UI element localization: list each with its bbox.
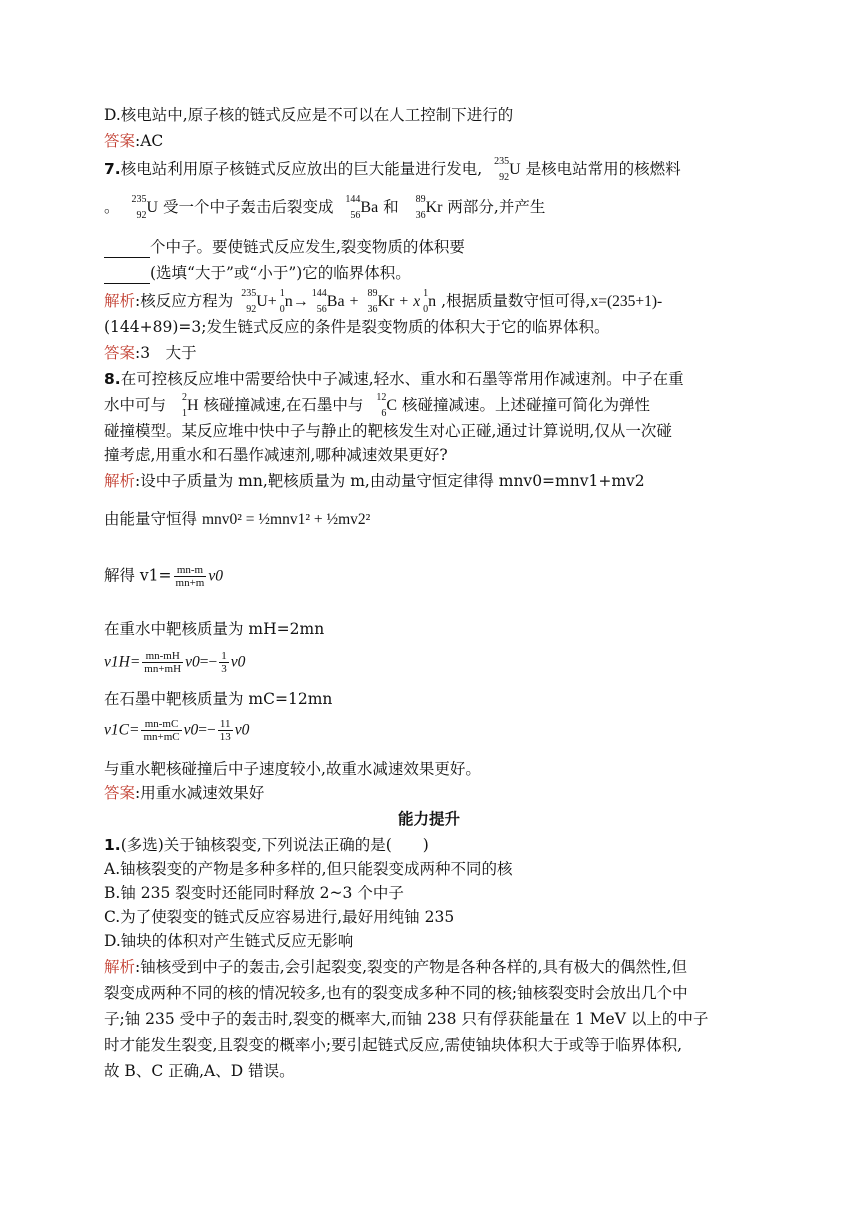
answer-label: 答案 [104, 132, 136, 150]
denominator: mn+mH [144, 663, 182, 675]
answer-label: 答案 [104, 344, 136, 362]
explanation-text: v1H= [104, 653, 141, 671]
atomic-number: 92 [499, 172, 510, 183]
atomic-number: 56 [316, 304, 327, 315]
v0-symbol: v0 [185, 653, 200, 671]
question-text: (多选)关于铀核裂变,下列说法正确的是( ) [120, 836, 429, 854]
heavy-water-mass-line [104, 618, 324, 640]
element-symbol: n [428, 293, 437, 310]
v1h-line [104, 650, 245, 675]
mass-number: 235 [494, 156, 510, 167]
equals-minus: =− [199, 653, 218, 671]
p1-explanation-line2: 裂变成两种不同的核的情况较多,也有的裂变成多种不同的核;铀核裂变时会放出几个中 [104, 984, 688, 1002]
question-text: 核碰撞减速,在石墨中与 [203, 396, 364, 414]
plus-sign: + [349, 293, 359, 310]
question-number: 1. [104, 836, 121, 854]
explanation-label: 解析 [104, 472, 136, 490]
element-symbol: n [284, 293, 293, 310]
fraction [219, 650, 229, 675]
uranium-isotope [124, 194, 147, 221]
element-symbol: U [146, 199, 159, 216]
p1-explanation-line3: 子;铀 235 受中子的轰击时,裂变的概率大,而铀 238 只有俘获能量在 1 MeV 以上的中子 [104, 1010, 709, 1028]
explanation-text: 在石墨中靶核质量为 mC=12mn [104, 690, 333, 708]
numerator: mn-mC [141, 718, 181, 731]
element-symbol: H [186, 397, 199, 414]
denominator: mn+m [175, 577, 205, 589]
p1-option-d: D.铀块的体积对产生链式反应无影响 [104, 932, 354, 950]
element-symbol: Kr [377, 293, 395, 310]
arrow: → [292, 293, 309, 310]
question-text: 在可控核反应堆中需要给快中子减速,轻水、重水和石墨等常用作减速剂。中子在重 [120, 370, 684, 388]
explanation-text: :核反应方程为 [135, 292, 234, 310]
explanation-text: ,根据质量数守恒可得, [441, 292, 591, 310]
numerator: mn-m [174, 564, 207, 577]
mass-number: 89 [367, 288, 378, 299]
explanation-text: 解得 v1= [104, 566, 172, 585]
plus-sign: + [267, 293, 277, 310]
option-text: D.核电站中,原子核的链式反应是不可以在人工控制下进行的 [104, 106, 514, 124]
denominator: 13 [219, 731, 231, 743]
answer-blank-2[interactable] [104, 267, 150, 284]
question-text: 两部分,并产生 [447, 198, 546, 216]
atomic-number: 36 [367, 304, 378, 315]
mass-number: 144 [345, 194, 361, 205]
v0-symbol: v0 [208, 567, 224, 585]
element-symbol: U [256, 293, 268, 310]
section-title: 能力提升 [397, 810, 460, 828]
question-number: 8. [104, 370, 121, 388]
mass-number: 235 [241, 288, 257, 299]
atomic-number: 0 [423, 304, 429, 315]
p1-explanation-line1 [104, 956, 687, 978]
answer-label: 答案 [104, 784, 136, 802]
atomic-number: 92 [246, 304, 257, 315]
question-text: 和 [383, 198, 399, 216]
graphite-mass-line [104, 688, 332, 710]
q8-conclusion [104, 758, 481, 780]
explanation-text: 与重水靶核碰撞后中子速度较小,故重水减速效果更好。 [104, 760, 481, 778]
deuterium-isotope [171, 392, 187, 419]
question-text: 撞考虑,用重水和石墨作减速剂,哪种减速效果更好? [104, 446, 448, 464]
explanation-label: 解析 [104, 292, 136, 310]
denominator: 3 [221, 663, 227, 675]
answer-value: :AC [135, 132, 164, 150]
plus-sign: + [399, 293, 409, 310]
p1-explanation-line5: 故 B、C 正确,A、D 错误。 [104, 1062, 295, 1080]
barium-isotope [338, 194, 361, 221]
element-symbol: C [386, 397, 397, 414]
q8-line3 [104, 420, 672, 442]
mass-number: 89 [415, 194, 426, 205]
mass-number: 2 [181, 392, 187, 403]
mass-number: 12 [376, 392, 387, 403]
p1-option-b: B.铀 235 裂变时还能同时释放 2~3 个中子 [104, 884, 404, 902]
v0-symbol: v0 [230, 653, 246, 671]
element-symbol: Kr [425, 199, 443, 216]
q8-line4 [104, 444, 448, 466]
p1-question [104, 834, 429, 856]
equals-minus: =− [198, 721, 216, 739]
p1-explanation-line4: 时才能发生裂变,且裂变的概率小;要引起链式反应,需使铀块体积大于或等于临界体积, [104, 1036, 683, 1054]
q8-answer [104, 782, 264, 804]
question-text: 核电站利用原子核链式反应放出的巨大能量进行发电, [120, 160, 483, 178]
q7-explanation-line2 [104, 316, 609, 338]
element-symbol: U [509, 161, 521, 178]
explanation-text: 在重水中靶核质量为 mH=2mn [104, 620, 325, 638]
v0-symbol: v0 [234, 721, 250, 739]
fraction [141, 718, 181, 743]
question-text: (选填“大于”或“小于”)它的临界体积。 [150, 264, 411, 282]
question-text: 核碰撞减速。上述碰撞可简化为弹性 [401, 396, 650, 414]
q8-line1 [104, 368, 684, 390]
q7-line3 [104, 236, 465, 258]
explanation-label: 解析 [104, 958, 136, 976]
atomic-number: 0 [279, 304, 285, 315]
v1c-line [104, 718, 249, 743]
punctuation: 。 [104, 198, 120, 216]
mass-number: 1 [423, 288, 429, 299]
answer-value: :用重水减速效果好 [135, 784, 265, 802]
explanation-text: 由能量守恒得 [104, 510, 198, 528]
question-text: 个中子。要使链式反应发生,裂变物质的体积要 [150, 238, 465, 256]
explanation-text: (144+89)=3;发生链式反应的条件是裂变物质的体积大于它的临界体积。 [104, 318, 610, 336]
numerator: mn-mH [142, 650, 183, 663]
numerator: 11 [218, 718, 233, 731]
q8-line2 [104, 394, 650, 417]
question-text: 是核电站常用的核燃料 [525, 160, 681, 178]
element-symbol: Ba [326, 293, 345, 310]
question-text: 受一个中子轰击后裂变成 [162, 198, 334, 216]
q7-explanation-line1 [104, 290, 662, 313]
q6-answer [104, 130, 163, 152]
numerator: 1 [221, 650, 227, 662]
v1-result-line [104, 564, 223, 589]
q7-line4 [104, 262, 411, 284]
question-number: 7. [104, 160, 121, 178]
fraction [174, 564, 207, 589]
v0-symbol: v0 [183, 721, 199, 739]
q7-line1 [104, 158, 681, 181]
energy-equation-line [104, 508, 370, 531]
element-symbol: Ba [360, 199, 379, 216]
explanation-text: x=(235+1)- [590, 293, 663, 310]
q6-option-d [104, 104, 513, 126]
mass-number: 235 [131, 194, 147, 205]
p1-option-a: A.铀核裂变的产物是多种多样的,但只能裂变成两种不同的核 [104, 860, 513, 878]
question-text: 水中可与 [104, 396, 167, 414]
explanation-text: :设中子质量为 mn,靶核质量为 m,由动量守恒定律得 mnv0=mnv1+mv2 [135, 472, 645, 490]
atomic-number: 1 [181, 408, 187, 419]
carbon-isotope [368, 392, 387, 419]
fraction [218, 718, 233, 743]
uranium-isotope [487, 156, 510, 183]
atomic-number: 92 [136, 210, 147, 221]
explanation-text: :铀核受到中子的轰击,会引起裂变,裂变的产物是各种各样的,具有极大的偶然性,但 [135, 958, 687, 976]
question-text: 碰撞模型。某反应堆中快中子与静止的靶核发生对心正碰,通过计算说明,仅从一次碰 [104, 422, 672, 440]
p1-option-c: C.为了使裂变的链式反应容易进行,最好用纯铀 235 [104, 908, 455, 926]
explanation-text: v1C= [104, 721, 140, 739]
answer-value: :3 大于 [135, 344, 197, 362]
atomic-number: 56 [350, 210, 361, 221]
mass-number: 1 [279, 288, 285, 299]
atomic-number: 6 [381, 408, 387, 419]
fraction [142, 650, 183, 675]
energy-equation: mnv0² = ½mnv1² + ½mv2² [201, 511, 371, 528]
variable-x: x [413, 293, 421, 310]
denominator: mn+mC [143, 731, 180, 743]
q7-line2 [104, 196, 545, 219]
atomic-number: 36 [415, 210, 426, 221]
mass-number: 144 [311, 288, 327, 299]
answer-blank-1[interactable] [104, 241, 150, 258]
q7-answer [104, 342, 197, 364]
krypton-isotope [404, 194, 426, 221]
nuclear-equation [238, 288, 441, 315]
q8-explanation-line1 [104, 470, 645, 492]
